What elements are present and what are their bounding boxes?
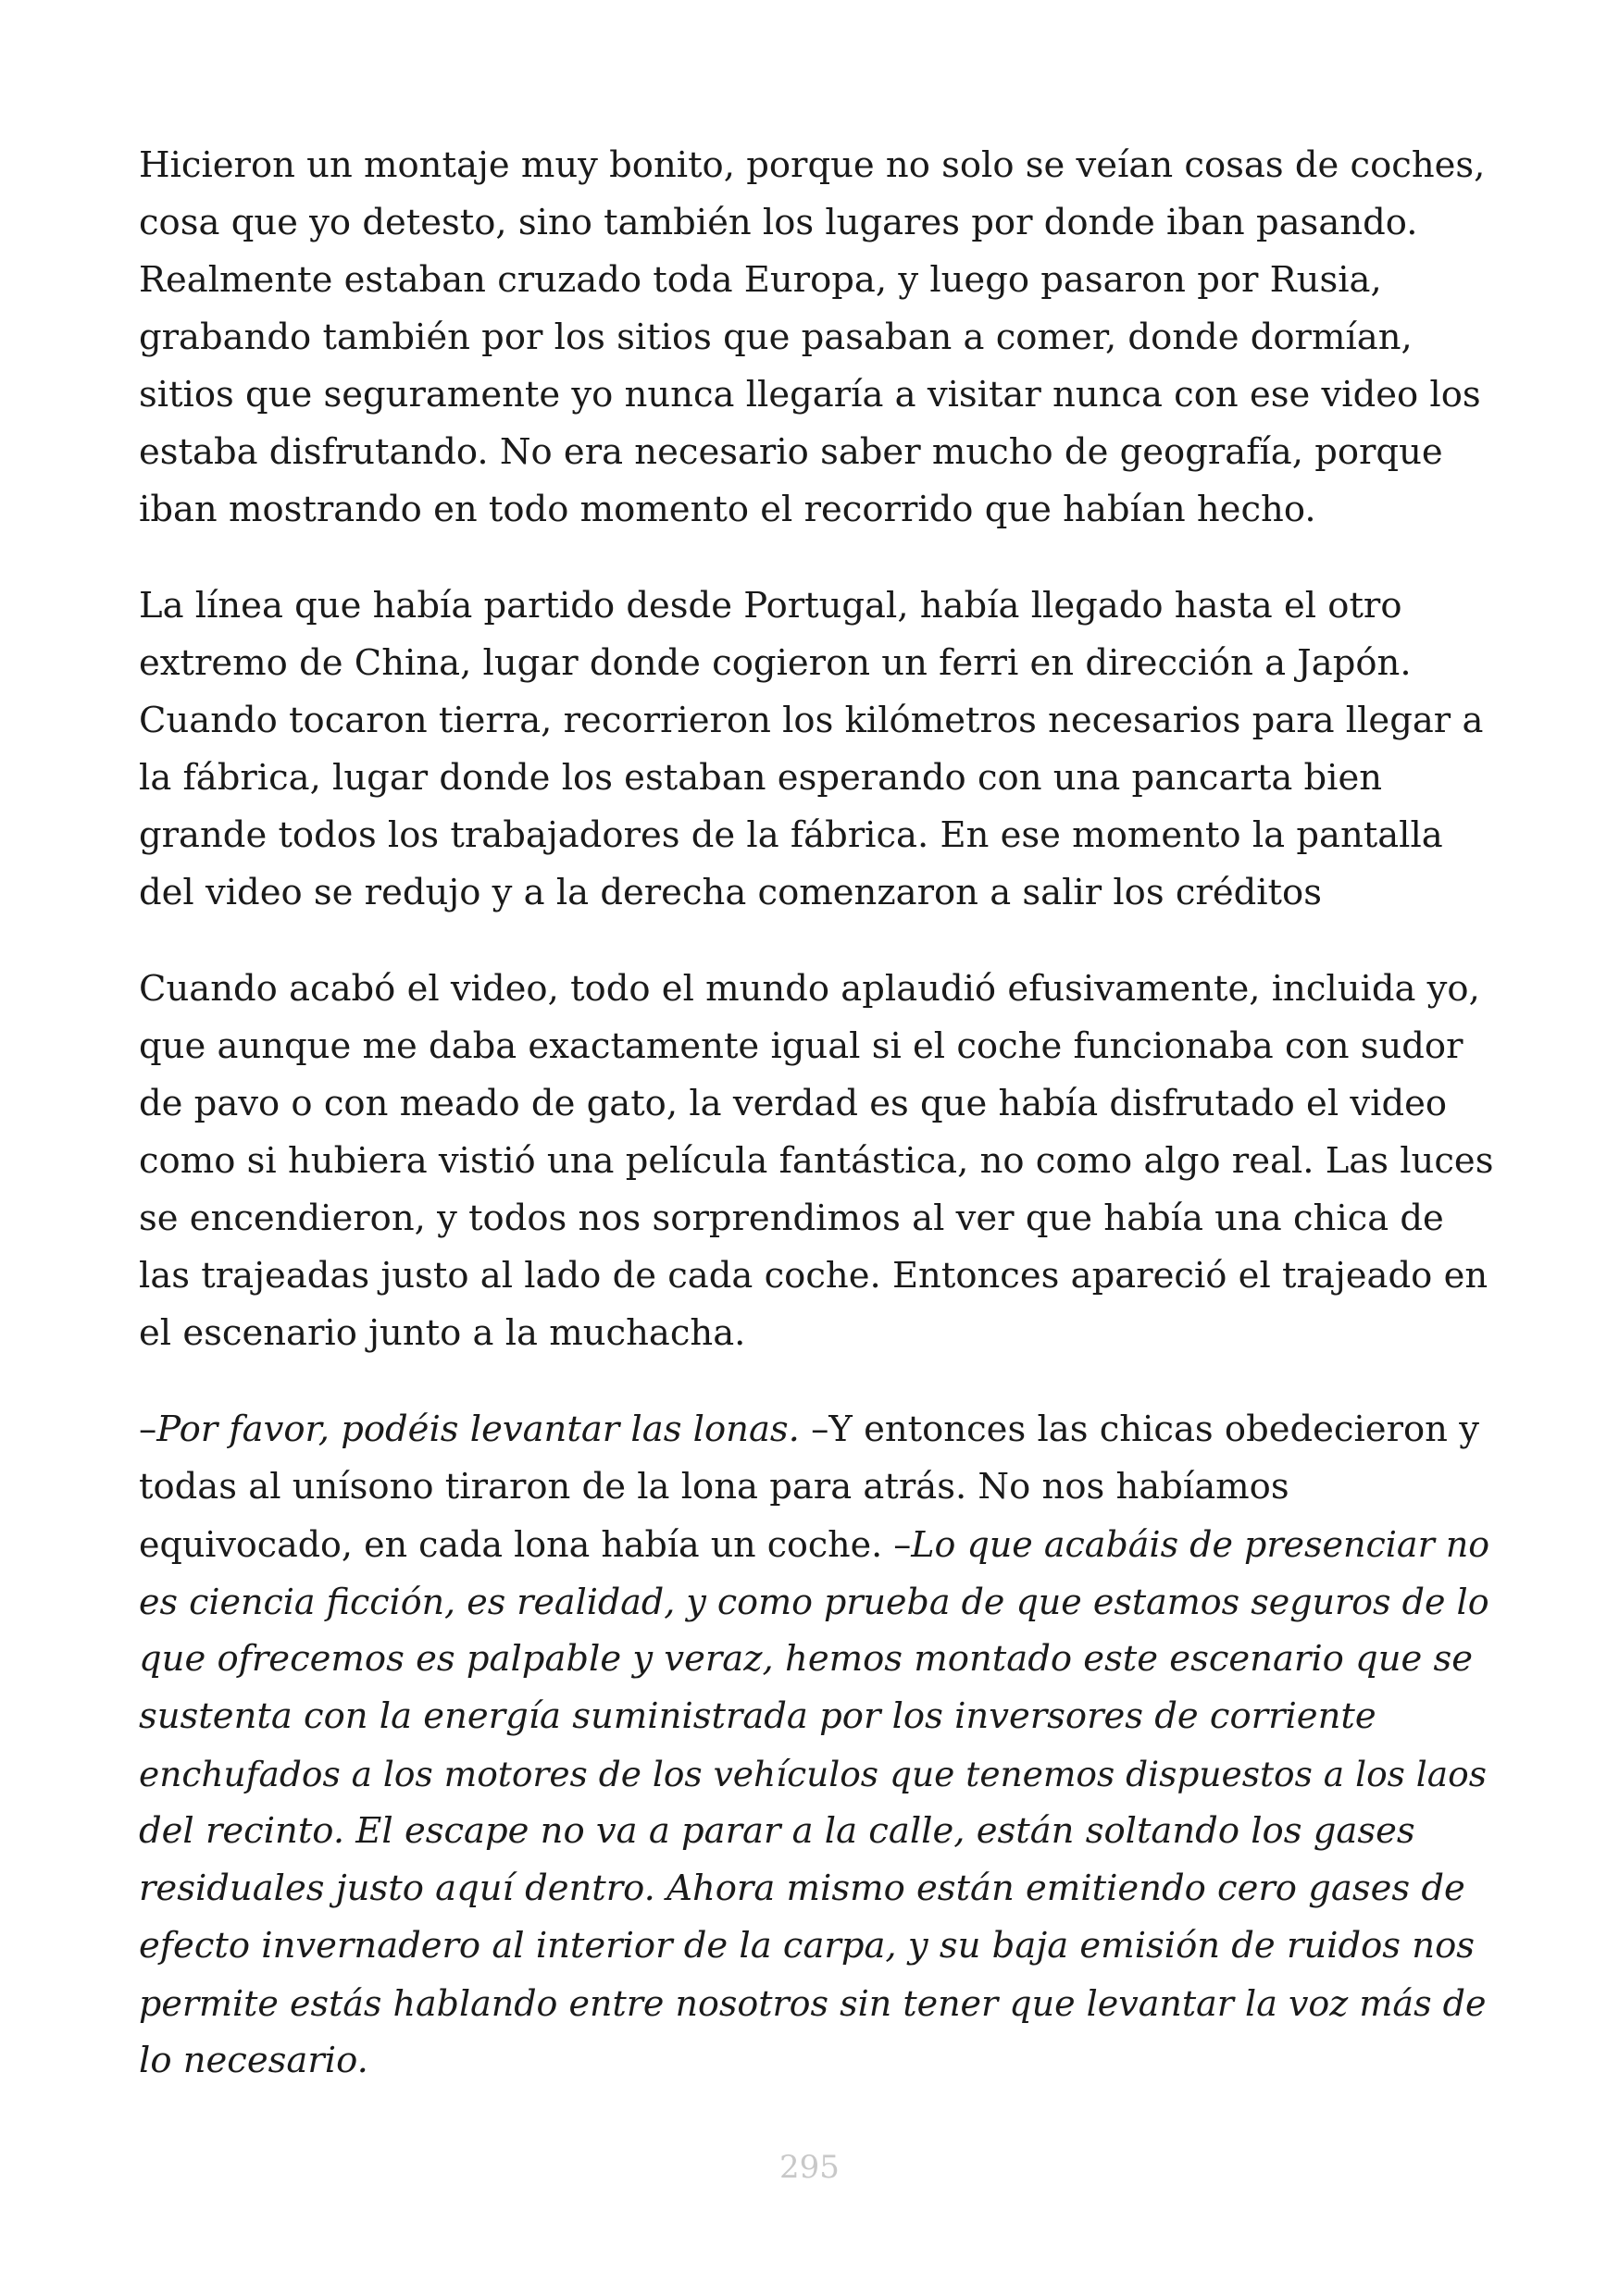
text-line	[139, 1917, 1500, 1975]
text-line	[139, 2032, 1500, 2090]
text-line	[139, 692, 1500, 750]
text-line	[139, 961, 1500, 1018]
text-line	[139, 137, 1500, 194]
paragraph	[139, 137, 1500, 539]
text-segment: del video se redujo y a la derecha comenzaron a salir los créditos	[139, 872, 1322, 913]
text-segment: la fábrica, lugar donde los estaban esperando con una pancarta bien	[139, 757, 1383, 799]
paragraph	[139, 961, 1500, 1362]
text-line	[139, 1305, 1500, 1362]
text-line	[139, 1975, 1500, 2032]
text-segment: grande todos los trabajadores de la fábrica. En ese momento la pantalla	[139, 814, 1443, 856]
text-line	[139, 864, 1500, 922]
text-segment: extremo de China, lugar donde cogieron un ferri en dirección a Japón.	[139, 642, 1412, 684]
text-line	[139, 194, 1500, 252]
text-line	[139, 424, 1500, 481]
paragraph	[139, 577, 1500, 922]
text-line	[139, 1745, 1500, 1803]
text-segment: que aunque me daba exactamente igual si el coche funcionaba con sudor	[139, 1025, 1463, 1067]
text-segment: –	[139, 1409, 157, 1450]
italic-text: lo necesario.	[139, 2040, 368, 2081]
text-line	[139, 1573, 1500, 1631]
text-line	[139, 750, 1500, 807]
body-text	[139, 137, 1500, 2090]
text-segment: grabando también por los sitios que pasaban a comer, donde dormían,	[139, 316, 1413, 358]
italic-text: es ciencia ficción, es realidad, y como prueba de que estamos seguros de lo	[139, 1582, 1489, 1622]
text-line	[139, 1631, 1500, 1688]
text-segment: iban mostrando en todo momento el recorrido que habían hecho.	[139, 489, 1316, 530]
text-segment: –Y entonces las chicas obedecieron y	[799, 1409, 1479, 1450]
italic-text: del recinto. El escape no va a parar a la calle, están soltando los gases	[139, 1810, 1415, 1852]
text-line	[139, 1516, 1500, 1573]
text-line	[139, 366, 1500, 424]
italic-text: que ofrecemos es palpable y veraz, hemos montado este escenario que se	[139, 1638, 1474, 1680]
page-number: 295	[779, 2149, 840, 2186]
text-segment: Hicieron un montaje muy bonito, porque no solo se veían cosas de coches,	[139, 144, 1486, 186]
text-segment: cosa que yo detesto, sino también los lugares por donde iban pasando.	[139, 202, 1418, 243]
text-line	[139, 481, 1500, 539]
text-segment: como si hubiera vistió una película fantástica, no como algo real. Las luces	[139, 1140, 1494, 1182]
text-line	[139, 252, 1500, 309]
text-line	[139, 635, 1500, 692]
text-line	[139, 1133, 1500, 1190]
text-line	[139, 1458, 1500, 1516]
italic-text: Lo que acabáis de presenciar no	[911, 1524, 1490, 1565]
text-segment: se encendieron, y todos nos sorprendimos al ver que había una chica de	[139, 1198, 1444, 1239]
text-segment: equivocado, en cada lona había un coche. –	[139, 1524, 912, 1565]
italic-text: residuales justo aquí dentro. Ahora mismo están emitiendo cero gases de	[139, 1868, 1465, 1909]
text-segment: estaba disfrutando. No era necesario saber mucho de geografía, porque	[139, 431, 1443, 473]
text-line	[139, 807, 1500, 864]
text-segment: Cuando tocaron tierra, recorrieron los kilómetros necesarios para llegar a	[139, 700, 1484, 741]
text-line	[139, 1860, 1500, 1917]
text-line	[139, 1247, 1500, 1305]
text-segment: el escenario junto a la muchacha.	[139, 1312, 746, 1354]
italic-text: permite estás hablando entre nosotros sin tener que levantar la voz más de	[139, 1983, 1487, 2024]
italic-text: Por favor, podéis levantar las lonas.	[156, 1409, 800, 1450]
italic-text: sustenta con la energía suministrada por los inversores de corriente	[139, 1695, 1376, 1737]
text-line	[139, 1190, 1500, 1247]
text-segment: Realmente estaban cruzado toda Europa, y luego pasaron por Rusia,	[139, 259, 1382, 301]
text-segment: sitios que seguramente yo nunca llegaría a visitar nunca con ese video los	[139, 374, 1481, 416]
text-line	[139, 1018, 1500, 1075]
text-line	[139, 1803, 1500, 1860]
paragraph	[139, 1401, 1500, 2090]
text-segment: de pavo o con meado de gato, la verdad es que había disfrutado el video	[139, 1083, 1448, 1124]
text-segment: todas al unísono tiraron de la lona para atrás. No nos habíamos	[139, 1466, 1289, 1508]
italic-text: efecto invernadero al interior de la carpa, y su baja emisión de ruidos nos	[139, 1925, 1476, 1967]
text-segment: La línea que había partido desde Portugal, había llegado hasta el otro	[139, 585, 1402, 627]
text-line	[139, 1688, 1500, 1745]
text-line	[139, 1401, 1500, 1458]
text-line	[139, 1075, 1500, 1133]
text-line	[139, 309, 1500, 366]
text-line	[139, 577, 1500, 635]
italic-text: enchufados a los motores de los vehículos que tenemos dispuestos a los laos	[139, 1754, 1487, 1794]
text-segment: las trajeadas justo al lado de cada coche. Entonces apareció el trajeado en	[139, 1255, 1488, 1297]
text-segment: Cuando acabó el video, todo el mundo aplaudió efusivamente, incluida yo,	[139, 968, 1480, 1010]
